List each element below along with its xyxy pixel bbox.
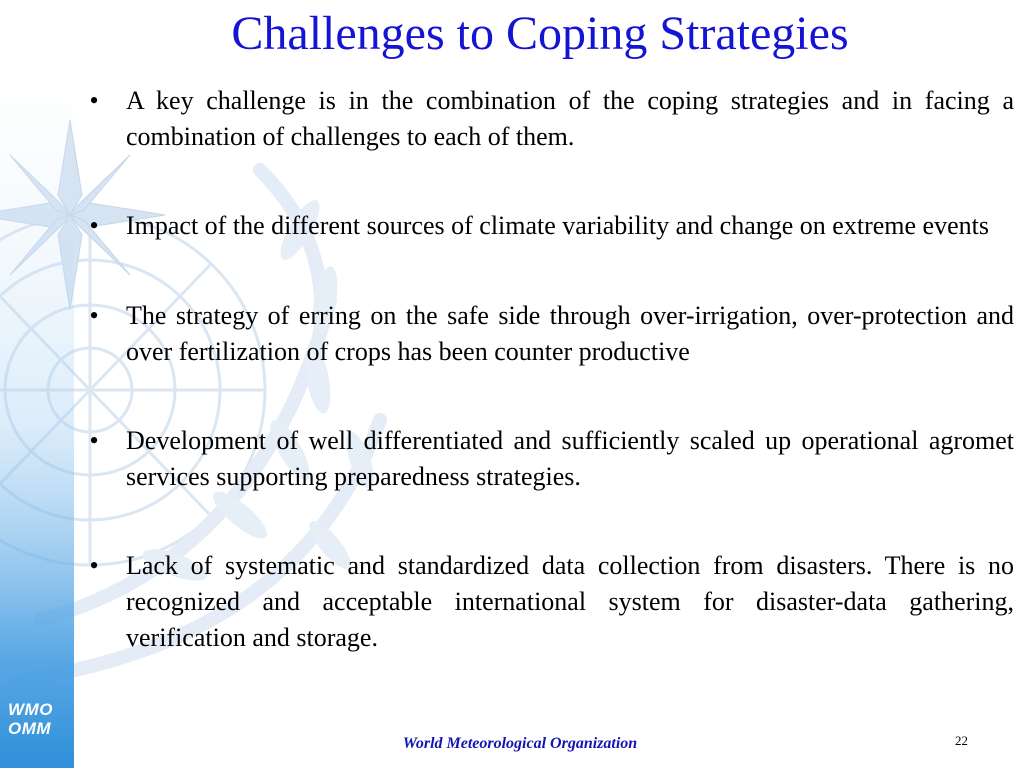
left-blue-band bbox=[0, 0, 74, 768]
bullet-text: A key challenge is in the combination of the coping strategies and in facing a combination of challenges to each of them. bbox=[126, 86, 1014, 151]
bullet-item bbox=[84, 423, 1014, 495]
wmo-logo-line2: OMM bbox=[8, 719, 52, 738]
bullet-item bbox=[84, 83, 1014, 155]
bullet-item bbox=[84, 298, 1014, 370]
bullet-text: The strategy of erring on the safe side through over-irrigation, over-protection and over fertilization of crops has been counter productive bbox=[126, 301, 1014, 366]
footer-organization: World Meteorological Organization bbox=[402, 735, 638, 752]
bullet-item bbox=[84, 208, 1014, 244]
bullet-text: Development of well differentiated and sufficiently scaled up operational agromet services supporting preparedness strategies. bbox=[126, 426, 1014, 491]
page-number: 22 bbox=[955, 733, 968, 748]
bullet-dot: • bbox=[89, 86, 99, 115]
bullet-list bbox=[84, 83, 1014, 656]
bullet-dot: • bbox=[89, 426, 99, 455]
slide-title: Challenges to Coping Strategies bbox=[231, 7, 849, 60]
bullet-dot: • bbox=[89, 551, 99, 580]
bullet-dot: • bbox=[89, 211, 99, 240]
wmo-logo bbox=[8, 700, 70, 738]
bullet-text: Impact of the different sources of climate variability and change on extreme events bbox=[126, 211, 989, 240]
wmo-logo-line1: WMO bbox=[8, 700, 53, 719]
bullet-dot: • bbox=[89, 301, 99, 330]
bullet-text: Lack of systematic and standardized data collection from disasters. There is no recognized and acceptable international system for disaster-data gathering, verification and storage. bbox=[126, 551, 1014, 652]
bullet-item bbox=[84, 548, 1014, 656]
